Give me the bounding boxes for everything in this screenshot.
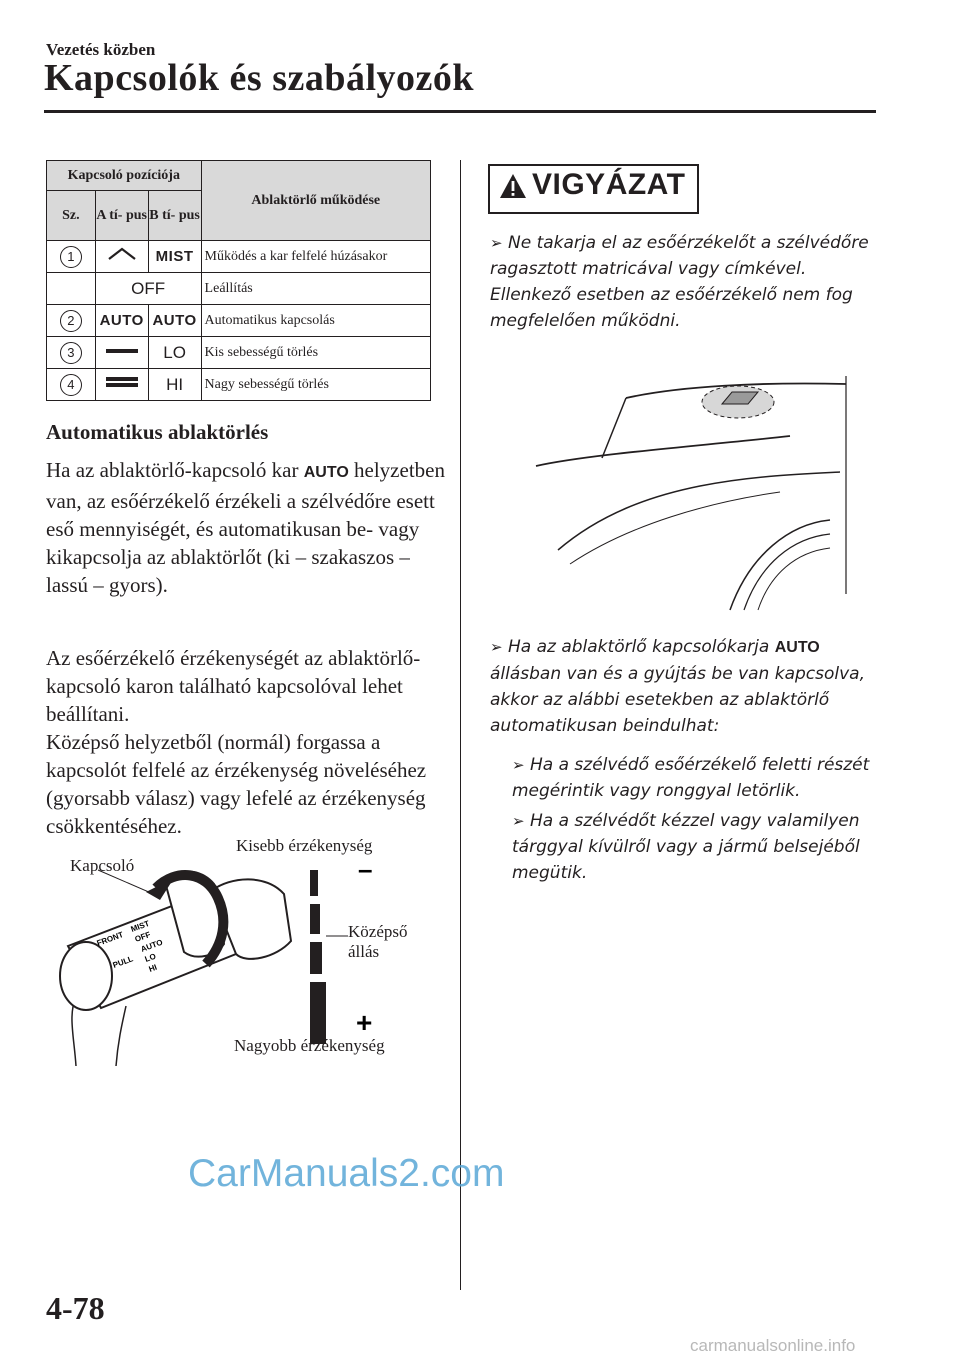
mode-off: OFF [131, 278, 166, 298]
auto-badge: AUTO [774, 639, 820, 656]
header-wiper-operation: Ablaktörlő működése [201, 161, 430, 241]
bullet-item: ➢ Ha a szélvédőt kézzel vagy valamilyen tárggyal kívülről vagy a jármű belsejéből megütik. [512, 811, 860, 883]
windshield-sensor-figure [530, 374, 850, 614]
page-number: 4-78 [46, 1290, 105, 1326]
label-lower-sensitivity: Kisebb érzékenység [236, 836, 373, 855]
row-number: 1 [60, 246, 82, 268]
bullet-arrow-icon: ➢ [512, 812, 525, 830]
mode-auto-a: AUTO [99, 311, 144, 329]
label-switch: Kapcsoló [70, 856, 135, 875]
table-row [47, 241, 431, 273]
operation-text: Működés a kar felfelé húzásakor [201, 241, 430, 273]
warning-title: VIGYÁZAT [532, 168, 686, 201]
bullet-arrow-icon: ➢ [490, 638, 503, 656]
lever-label-auto: AUTO [139, 937, 164, 954]
lever-label-off: OFF [133, 929, 152, 944]
table-row [47, 305, 431, 337]
mode-hi: HI [166, 374, 184, 394]
header-type-b: B tí- pus [148, 191, 201, 241]
auto-badge: AUTO [303, 464, 349, 481]
warning-triangle-icon [498, 172, 528, 200]
table-row [47, 273, 431, 305]
page-title: Kapcsolók és szabályozók [44, 57, 475, 99]
operation-text: Kis sebességű törlés [201, 337, 430, 369]
bullet-item: ➢ Ha az ablaktörlő kapcsolókarja AUTO állásban van és a gyújtás be van kapcsolva, akkor az alábbi esetekben az ablaktörlő automatikusan beindulhat: [490, 637, 865, 736]
title-rule [44, 110, 876, 113]
header-switch-position: Kapcsoló pozíciója [47, 161, 202, 191]
row-number: 4 [60, 374, 82, 396]
column-divider [460, 160, 461, 1290]
switch-position-table [46, 160, 431, 401]
bullet-arrow-icon: ➢ [490, 234, 503, 252]
lever-up-icon [105, 246, 139, 262]
plus-sign: + [356, 1007, 373, 1038]
operation-text: Leállítás [201, 273, 430, 305]
single-bar-icon [104, 346, 140, 356]
double-bar-icon [104, 375, 140, 389]
bullet-item: ➢ Ne takarja el az esőérzékelőt a szélvédőre ragasztott matricával vagy címkével. Ellenkező esetben az esőérzékelő nem fog megfelelően működni. [490, 233, 869, 331]
label-middle-1: Középső [348, 922, 408, 941]
row-number: 2 [60, 310, 82, 332]
bullet-item: ➢ Ha a szélvédő esőérzékelő feletti részét megérintik vagy ronggyal letörlik. [512, 755, 870, 801]
section-label: Vezetés közben [46, 40, 156, 59]
lever-label-mist: MIST [129, 918, 151, 934]
lever-label-lo: LO [143, 951, 158, 964]
minus-sign: – [358, 854, 373, 884]
paragraph-auto-wiper: Ha az ablaktörlő-kapcsoló kar AUTO helyzetben van, az esőérzékelő érzékeli a szélvédőre esett eső mennyiségét, és automatikusan be- vagy kikapcsolja az ablaktörlőt (ki – szakaszos – lassú – gyors). [46, 458, 445, 597]
bullet-arrow-icon: ➢ [512, 756, 525, 774]
subheading-auto-wiper: Automatikus ablaktörlés [46, 420, 269, 444]
mode-mist: MIST [155, 247, 194, 265]
label-middle-2: állás [348, 942, 380, 961]
header-type-a: A tí- pus [95, 191, 148, 241]
operation-text: Automatikus kapcsolás [201, 305, 430, 337]
mode-auto-b: AUTO [152, 311, 197, 329]
table-row [47, 337, 431, 369]
lever-label-front: FRONT [95, 929, 125, 948]
header-number: Sz. [47, 191, 96, 241]
watermark: CarManuals2.com [188, 1152, 505, 1195]
paragraph-adjust: Középső helyzetből (normál) forgassa a kapcsolót felfelé az érzékenység növeléséhez (gyorsabb válasz) vagy lefelé az érzékenység csökkentéséhez. [46, 730, 427, 838]
table-row [47, 369, 431, 401]
lever-label-hi: HI [147, 962, 159, 974]
paragraph-sensitivity: Az esőérzékelő érzékenységét az ablaktörlő-kapcsoló karon található kapcsolóval lehet beállítani. [46, 646, 421, 726]
lever-label-pull: PULL [111, 954, 135, 970]
label-higher-sensitivity: Nagyobb érzékenység [234, 1036, 385, 1055]
operation-text: Nagy sebességű törlés [201, 369, 430, 401]
row-number: 3 [60, 342, 82, 364]
mode-lo: LO [163, 342, 186, 362]
watermark-site: carmanualsonline.info [690, 1336, 856, 1355]
